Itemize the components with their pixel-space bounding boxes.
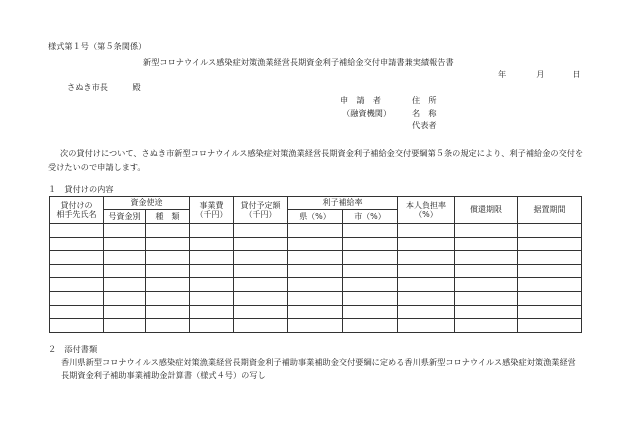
table-cell[interactable]	[104, 305, 146, 319]
table-cell[interactable]	[343, 251, 398, 265]
table-cell[interactable]	[288, 278, 343, 292]
form-number: 様式第１号（第５条関係）	[48, 41, 147, 51]
table-cell[interactable]	[234, 251, 288, 265]
section2-heading: ２ 添付書類	[48, 344, 98, 354]
table-cell[interactable]	[455, 224, 518, 238]
table-cell[interactable]	[104, 237, 146, 251]
header-fund-type: 種 類	[146, 210, 190, 224]
applicant-label: 申 請 者	[340, 95, 381, 105]
table-row	[50, 264, 582, 278]
date-month: 月	[536, 69, 545, 79]
table-row	[50, 319, 582, 333]
date-day: 日	[572, 69, 581, 79]
table-cell[interactable]	[104, 291, 146, 305]
table-cell[interactable]	[190, 291, 234, 305]
header-fund-use: 資金使途	[104, 197, 190, 210]
table-cell[interactable]	[343, 278, 398, 292]
table-cell[interactable]	[104, 251, 146, 265]
table-row	[50, 237, 582, 251]
table-cell[interactable]	[343, 319, 398, 333]
table-cell[interactable]	[146, 237, 190, 251]
table-cell[interactable]	[50, 278, 104, 292]
table-cell[interactable]	[398, 278, 455, 292]
table-cell[interactable]	[50, 305, 104, 319]
table-cell[interactable]	[190, 264, 234, 278]
table-cell[interactable]	[50, 251, 104, 265]
table-cell[interactable]	[50, 237, 104, 251]
table-cell[interactable]	[398, 291, 455, 305]
table-cell[interactable]	[50, 224, 104, 238]
table-cell[interactable]	[146, 278, 190, 292]
table-cell[interactable]	[455, 264, 518, 278]
table-cell[interactable]	[343, 237, 398, 251]
header-fund-category: 号資金別	[104, 210, 146, 224]
table-cell[interactable]	[288, 305, 343, 319]
table-cell[interactable]	[234, 319, 288, 333]
table-cell[interactable]	[190, 251, 234, 265]
table-cell[interactable]	[518, 278, 582, 292]
table-cell[interactable]	[288, 224, 343, 238]
table-cell[interactable]	[50, 291, 104, 305]
table-cell[interactable]	[398, 251, 455, 265]
loan-table	[49, 196, 582, 333]
table-cell[interactable]	[518, 224, 582, 238]
table-cell[interactable]	[190, 305, 234, 319]
table-cell[interactable]	[104, 264, 146, 278]
table-cell[interactable]	[288, 264, 343, 278]
table-cell[interactable]	[455, 319, 518, 333]
table-cell[interactable]	[146, 264, 190, 278]
table-cell[interactable]	[398, 305, 455, 319]
attachment-text: 香川県新型コロナウイルス感染症対策漁業経営長期資金利子補助事業補助金交付要綱に定める香川県新型コロナウイルス感染症対策漁業経営長期資金利子補助事業補助金計算書（様式４号）の写し	[61, 357, 576, 380]
table-cell[interactable]	[398, 224, 455, 238]
table-cell[interactable]	[518, 251, 582, 265]
table-cell[interactable]	[234, 278, 288, 292]
table-cell[interactable]	[288, 319, 343, 333]
table-cell[interactable]	[190, 319, 234, 333]
table-cell[interactable]	[343, 264, 398, 278]
loan-table-body	[50, 224, 582, 333]
table-cell[interactable]	[50, 264, 104, 278]
table-cell[interactable]	[234, 237, 288, 251]
table-cell[interactable]	[518, 291, 582, 305]
applicant-block	[340, 95, 437, 134]
institution-label: （融資機関）	[342, 107, 392, 118]
header-subsidy-pref: 県（%）	[288, 210, 343, 224]
table-cell[interactable]	[343, 305, 398, 319]
application-paragraph: 次の貸付けについて、さぬき市新型コロナウイルス感染症対策漁業経営長期資金利子補給金交付要綱第５条の規定により、利子補給金の交付を受けたいので申請します。	[48, 148, 584, 172]
table-cell[interactable]	[146, 251, 190, 265]
table-cell[interactable]	[104, 319, 146, 333]
table-cell[interactable]	[234, 305, 288, 319]
header-subsidy-city: 市（%）	[343, 210, 398, 224]
table-cell[interactable]	[288, 237, 343, 251]
table-cell[interactable]	[455, 278, 518, 292]
table-cell[interactable]	[343, 291, 398, 305]
table-cell[interactable]	[234, 291, 288, 305]
table-cell[interactable]	[234, 264, 288, 278]
table-cell[interactable]	[398, 264, 455, 278]
name-label: 名 称	[412, 107, 437, 118]
table-cell[interactable]	[104, 278, 146, 292]
table-cell[interactable]	[518, 237, 582, 251]
header-deferral: 据置期間	[518, 197, 582, 224]
table-cell[interactable]	[234, 224, 288, 238]
date-line	[498, 70, 581, 78]
table-cell[interactable]	[50, 319, 104, 333]
table-cell[interactable]	[288, 291, 343, 305]
header-planned-loan: 貸付予定額 （千円）	[234, 197, 288, 224]
table-cell[interactable]	[146, 319, 190, 333]
table-cell[interactable]	[455, 251, 518, 265]
header-subsidy-rate: 利子補給率	[288, 197, 398, 210]
addressee: さぬき市長 殿	[67, 82, 141, 92]
representative-label: 代表者	[412, 120, 437, 130]
date-year: 年	[498, 69, 507, 79]
table-row	[50, 278, 582, 292]
header-project-cost: 事業費 （千円）	[190, 197, 234, 224]
table-cell[interactable]	[455, 305, 518, 319]
table-row	[50, 251, 582, 265]
table-cell[interactable]	[455, 237, 518, 251]
table-cell[interactable]	[104, 224, 146, 238]
section1-heading: １ 貸付けの内容	[48, 184, 114, 194]
table-row	[50, 224, 582, 238]
table-cell[interactable]	[398, 237, 455, 251]
table-row	[50, 305, 582, 319]
table-cell[interactable]	[146, 305, 190, 319]
table-cell[interactable]	[190, 224, 234, 238]
header-borrower: 貸付けの 相手先氏名	[50, 197, 104, 224]
header-repayment: 償還期限	[455, 197, 518, 224]
table-cell[interactable]	[190, 278, 234, 292]
table-cell[interactable]	[398, 319, 455, 333]
table-cell[interactable]	[190, 237, 234, 251]
table-cell[interactable]	[455, 291, 518, 305]
table-cell[interactable]	[146, 224, 190, 238]
table-cell[interactable]	[288, 251, 343, 265]
document-title: 新型コロナウイルス感染症対策漁業経営長期資金利子補給金交付申請書兼実績報告書	[143, 57, 454, 67]
table-cell[interactable]	[146, 291, 190, 305]
table-cell[interactable]	[518, 264, 582, 278]
table-cell[interactable]	[343, 224, 398, 238]
table-row	[50, 291, 582, 305]
table-cell[interactable]	[518, 319, 582, 333]
table-cell[interactable]	[518, 305, 582, 319]
header-self-burden: 本人負担率 （%）	[398, 197, 455, 224]
address-label: 住 所	[412, 95, 437, 105]
